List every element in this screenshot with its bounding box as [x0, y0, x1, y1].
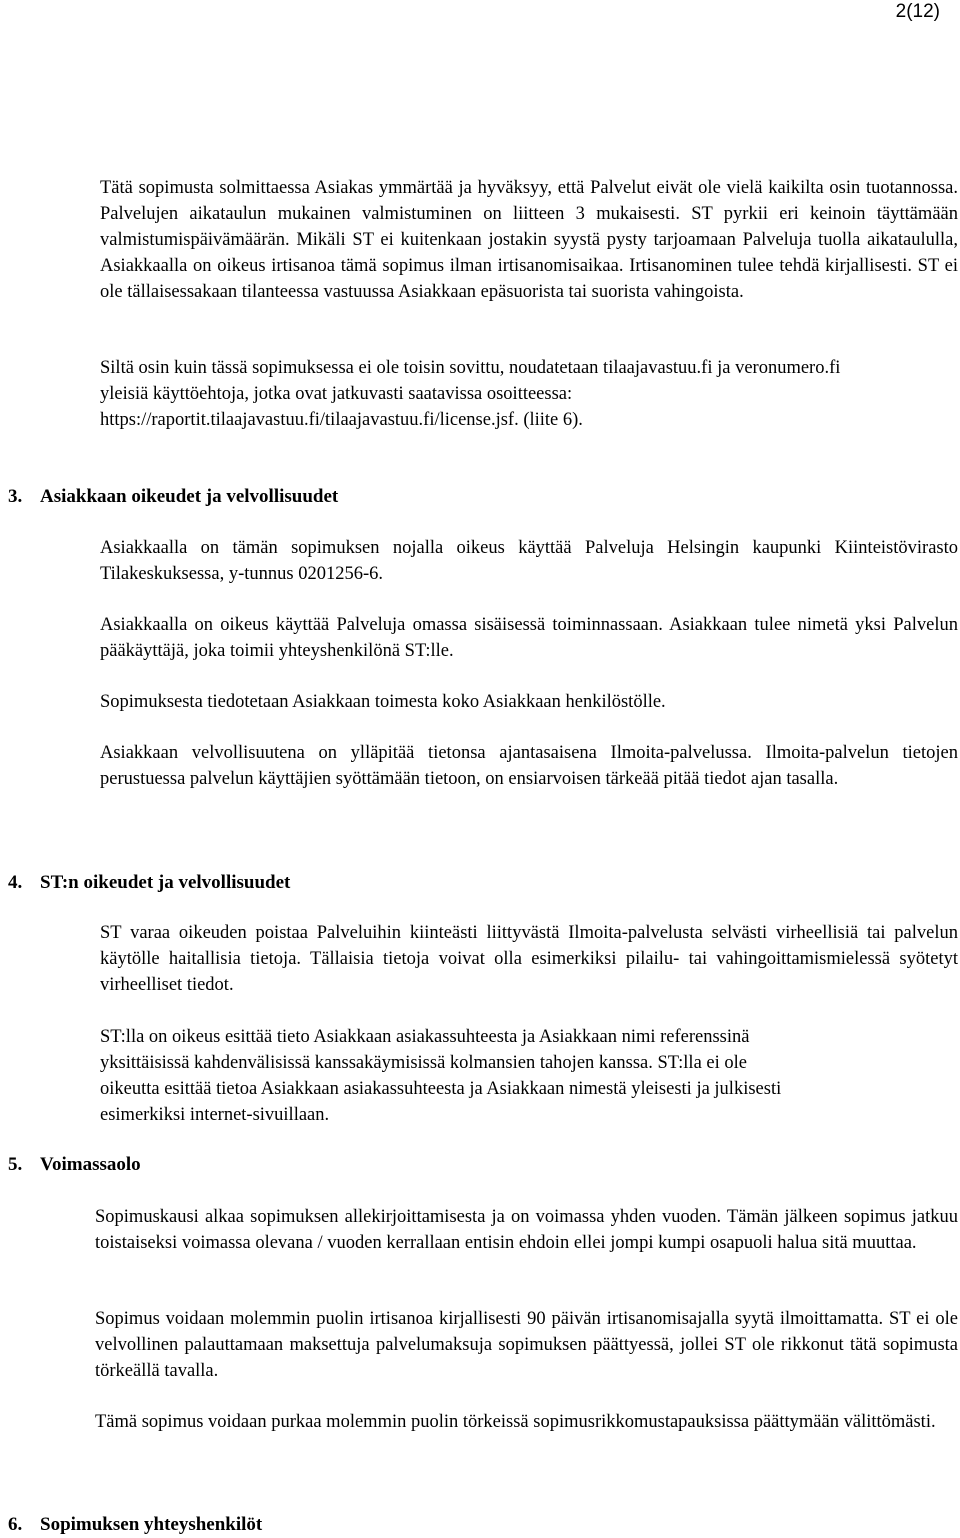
- section-4-paragraph-1: ST varaa oikeuden poistaa Palveluihin kiinteästi liittyvästä Ilmoita-palvelusta selvästi virheellisiä tai palvelun käytölle haitallisia tietoja. Tällaisia tietoja voivat olla esimerkiksi pilailu- tai vahingoittamismielessä syötetyt virheelliset tiedot.: [100, 923, 958, 995]
- section-4-paragraph-2-line-1: ST:lla on oikeus esittää tieto Asiakkaan asiakassuhteesta ja Asiakkaan nimi referenssinä: [100, 1027, 750, 1047]
- intro-paragraph-1: Tätä sopimusta solmittaessa Asiakas ymmärtää ja hyväksyy, että Palvelut eivät ole vielä kaikilta osin tuotannossa. Palvelujen aikataulun mukainen valmistuminen on liitteen 3 mukaisesti. ST pyrkii eri keinoin täyttämään valmistumispäivämäärän. Mikäli ST ei kuitenkaan jostakin syystä pysty tarjoamaan Palveluja tuolla aikataululla, Asiakkaalla on oikeus irtisanoa tämä sopimus ilman irtisanomisaikaa. Irtisanominen tulee tehdä kirjallisesti. ST ei ole tällaisessakaan tilanteessa vastuussa Asiakkaan epäsuorista tai suorista vahingoista.: [100, 178, 958, 302]
- section-4-paragraph-2: [100, 1024, 958, 1128]
- section-3-title: Asiakkaan oikeudet ja velvollisuudet: [40, 486, 339, 507]
- section-6-title: Sopimuksen yhteyshenkilöt: [40, 1514, 263, 1535]
- section-4-paragraph-2-line-4: esimerkiksi internet-sivuillaan.: [100, 1105, 330, 1125]
- section-3-number: 3.: [8, 486, 23, 507]
- section-5-paragraph-3: Tämä sopimus voidaan purkaa molemmin puolin törkeissä sopimusrikkomustapauksissa päättymään välittömästi.: [95, 1412, 936, 1432]
- section-4-number: 4.: [8, 872, 23, 893]
- intro-paragraph-2: Siltä osin kuin tässä sopimuksessa ei ole toisin sovittu, noudatetaan tilaajavastuu.fi ja veronumero.fi yleisiä käyttöehtoja, jotka ovat jatkuvasti saatavissa osoitteessa: https://raportit.tilaajavastuu.fi/tilaajavastuu.fi/license.jsf. (liite 6).: [100, 358, 841, 430]
- section-4-paragraph-2-line-3: oikeutta esittää tietoa Asiakkaan asiakassuhteesta ja Asiakkaan nimestä yleisesti ja julkisesti: [100, 1079, 782, 1099]
- section-3-paragraph-3: Sopimuksesta tiedotetaan Asiakkaan toimesta koko Asiakkaan henkilöstölle.: [100, 692, 666, 712]
- section-4-heading: [8, 870, 290, 896]
- section-3-paragraph-4: Asiakkaan velvollisuutena on ylläpitää tietonsa ajantasaisena Ilmoita-palvelussa. Ilmoita-palvelun tietojen perustuessa palvelun käyttäjien syöttämään tietoon, on ensiarvoisen tärkeää pitää tiedot ajan tasalla.: [100, 743, 958, 789]
- section-5-title: Voimassaolo: [40, 1154, 141, 1175]
- page-number: 2(12): [895, 1, 940, 22]
- section-3-heading: [8, 484, 338, 510]
- section-5-paragraph-1: Sopimuskausi alkaa sopimuksen allekirjoittamisesta ja on voimassa yhden vuoden. Tämän jälkeen sopimus jatkuu toistaiseksi voimassa olevana / vuoden kerrallaan entisin ehdoin ellei jompi kumpi osapuoli halua sitä muuttaa.: [95, 1207, 958, 1253]
- section-5-heading: [8, 1152, 141, 1178]
- section-3-paragraph-1: Asiakkaalla on tämän sopimuksen nojalla oikeus käyttää Palveluja Helsingin kaupunki Kiinteistövirasto Tilakeskuksessa, y-tunnus 0201256-6.: [100, 538, 958, 584]
- section-3-paragraph-2: Asiakkaalla on oikeus käyttää Palveluja omassa sisäisessä toiminnassaan. Asiakkaan tulee nimetä yksi Palvelun pääkäyttäjä, joka toimii yhteyshenkilönä ST:lle.: [100, 615, 958, 661]
- section-5-paragraph-2: Sopimus voidaan molemmin puolin irtisanoa kirjallisesti 90 päivän irtisanomisajalla syytä ilmoittamatta. ST ei ole velvollinen palauttamaan maksettuja palvelumaksuja sopimuksen päättyessä, jollei ST ole rikkonut tätä sopimusta törkeällä tavalla.: [95, 1309, 958, 1381]
- section-6-heading: [8, 1512, 262, 1538]
- section-5-number: 5.: [8, 1154, 23, 1175]
- section-6-number: 6.: [8, 1514, 23, 1535]
- section-4-paragraph-2-line-2: yksittäisissä kahdenvälisissä kanssakäymisissä kolmansien tahojen kanssa. ST:lla ei ole: [100, 1053, 747, 1073]
- section-4-title: ST:n oikeudet ja velvollisuudet: [40, 872, 291, 893]
